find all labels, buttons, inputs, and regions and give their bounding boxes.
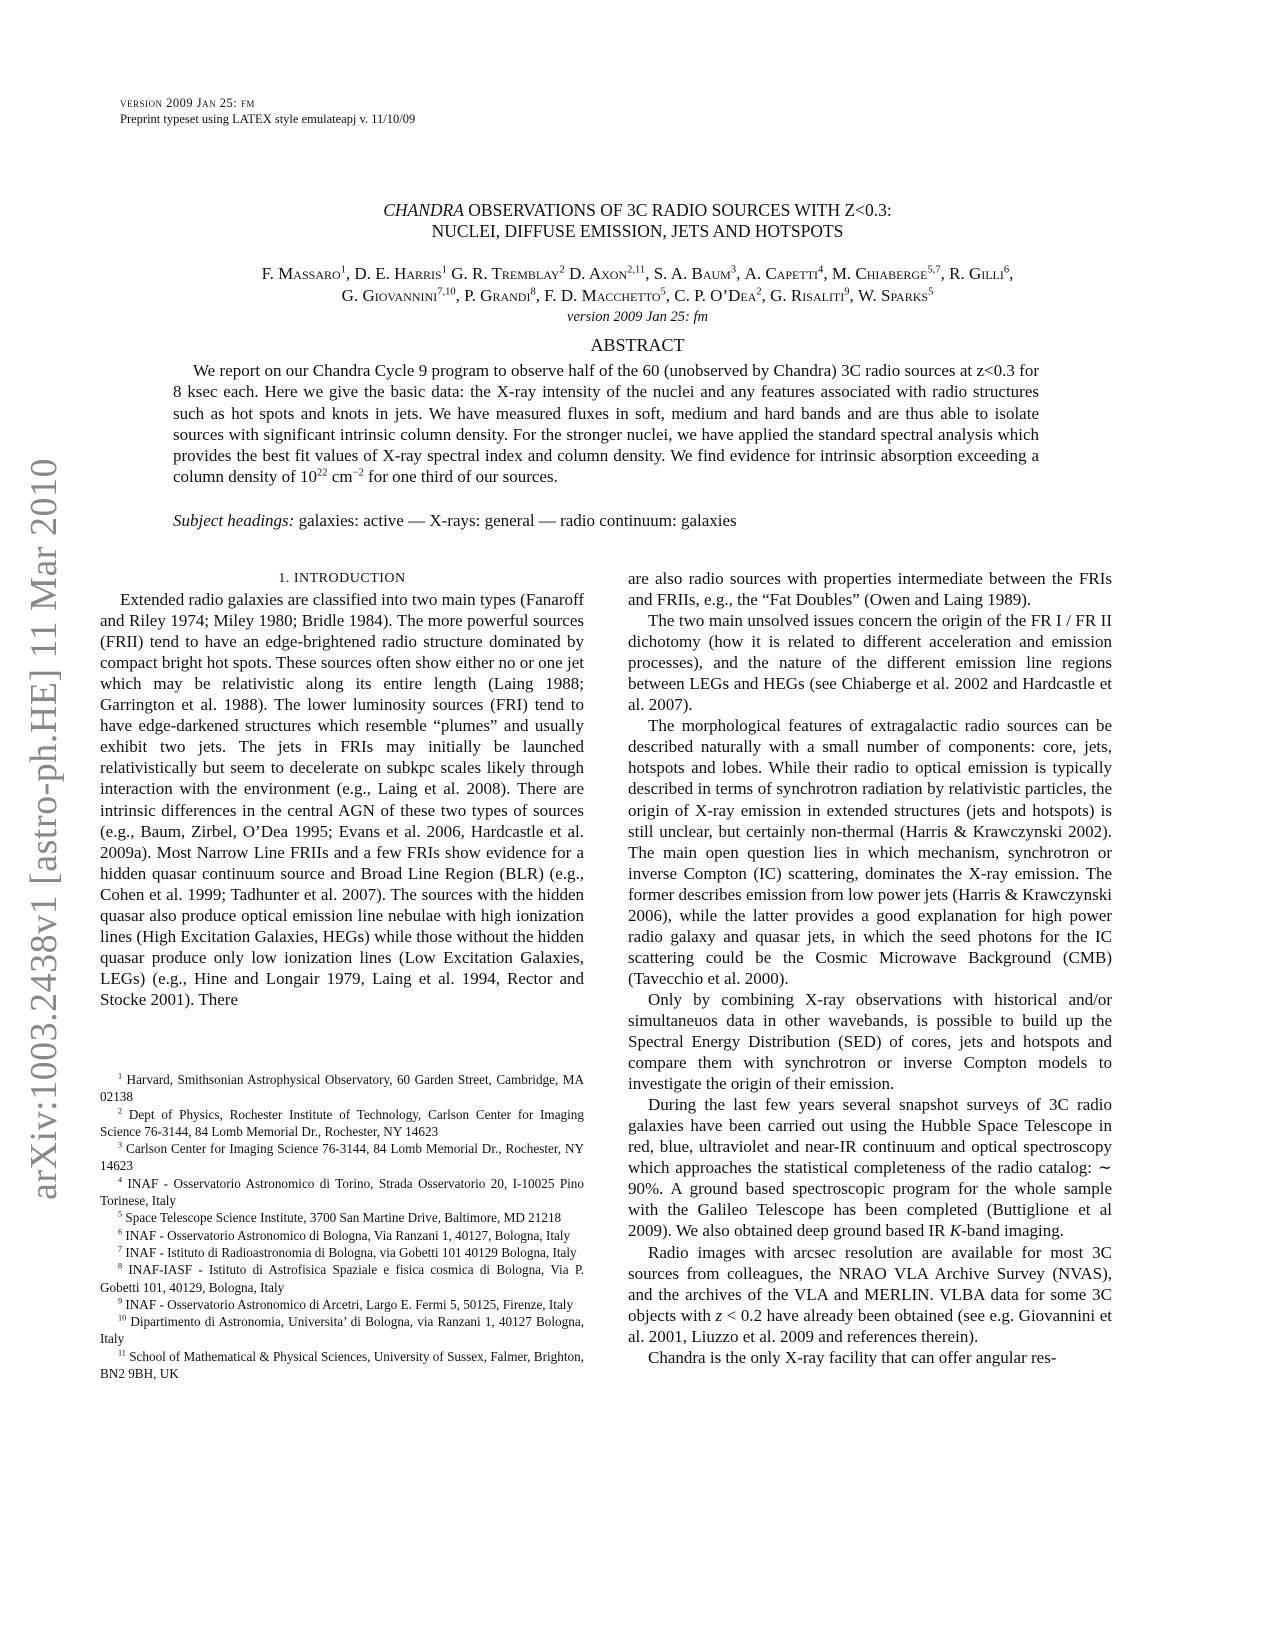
version-note: version 2009 Jan 25: fm [567,309,708,325]
author-sep: , [665,286,675,305]
footnote [100,1313,584,1348]
author: D. Axon [569,264,628,283]
footnote-text: INAF - Istituto di Radioastronomia di Bologna, via Gobetti 101 40129 Bologna, Italy [122,1244,577,1260]
footnote-num: 3 [118,1140,123,1150]
author-sep: , [940,264,950,283]
footnote-text: Dept of Physics, Rochester Institute of Technology, Carlson Center for Imaging Science 76-3144, 84 Lomb Memorial Dr., Rochester, NY 14623 [100,1106,584,1139]
subject-label: Subject headings: [173,511,295,530]
footnote-num: 10 [118,1313,127,1323]
footnote [100,1348,584,1383]
author-affil: 5,7 [927,264,941,276]
footnote-text: Dipartimento di Astronomia, Universita’ di Bologna, via Ranzani 1, 40127 Bologna, Italy [100,1314,584,1347]
footnote-num: 1 [118,1071,123,1081]
section-heading: 1. INTRODUCTION [278,571,406,586]
right-italic: K [949,1221,962,1241]
footnote-num: 7 [118,1244,123,1254]
author-sep: , [455,286,465,305]
author-sep: , [849,286,859,305]
author: W. Sparks [858,286,929,305]
author: M. Chiaberge [831,264,928,283]
abstract-part2: cm [327,467,353,487]
author: F. Massaro [261,264,341,283]
right-paragraph: Only by combining X-ray observations with historical and/or simultaneuos data in other wavebands, is possible to build up the Spectral Energy Distribution (SED) of cores, jets and hotspots and compare them with synchrotron or inverse Compton models to investigate the origin of their emission. [628,989,1112,1094]
author-affil: 7,10 [437,286,456,298]
author-sep: , [736,264,745,283]
author-affil: 5 [928,286,934,298]
abstract-exp2: −2 [352,467,364,479]
footnote-text: INAF - Osservatorio Astronomico di Torino, Strada Osservatorio 20, I-10025 Pino Torinese, Italy [100,1175,584,1209]
author: D. E. Harris [354,264,442,283]
footnotes [100,1071,584,1382]
right-paragraph: The two main unsolved issues concern the origin of the FR I / FR II dichotomy (how it is related to different acceleration and emission processes), and the nature of the different emission line regions between LEGs and HEGs (see Chiaberge et al. 2002 and Hardcastle et al. 2007). [628,611,1112,715]
abstract-text [173,360,1039,488]
footnote [100,1227,584,1244]
author: G. Giovannini [341,286,438,305]
right-paragraph: Chandra is the only X-ray facility that can offer angular res- [648,1347,1057,1367]
footnote-text: INAF-IASF - Istituto di Astrofisica Spaziale e fisica cosmica di Bologna, Via P. Gobetti 101, 40129, Bologna, Italy [100,1262,584,1295]
author-sep: , [1009,264,1014,283]
author-list [135,263,1140,307]
author-affil: 4 [818,264,824,276]
intro-paragraph: Extended radio galaxies are classified into two main types (Fanaroff and Riley 1974; Miley 1980; Bridle 1984). The more powerful sources (FRII) tend to have an edge-brightened radio structure dominated by compact bright hot spots. These sources often show either no or one jet which may be relativistic along its entire length (Laing 1988; Garrington et al. 1988). The lower luminosity sources (FRI) tend to have edge-darkened structures which resemble “plumes” and usually exhibit two jets. The jets in FRIs may initially be launched relativistically but seem to decelerate on subkpc scales likely through interaction with the environment (e.g., Laing et al. 2008). There are intrinsic differences in the central AGN of these two types of sources (e.g., Baum, Zirbel, O’Dea 1995; Evans et al. 2006, Hardcastle et al. 2009a). Most Narrow Line FRIIs and a few FRIs show evidence for a hidden quasar continuum source and Broad Line Region (BLR) (e.g., Cohen et al. 1999; Tadhunter et al. 2007). The sources with the hidden quasar also produce optical emission line nebulae with high ionization lines (High Excitation Galaxies, HEGs) while those without the hidden quasar produce only low ionization lines (Low Excitation Galaxies, LEGs) (e.g., Hine and Longair 1979, Laing et al. 1994, Rector and Stocke 2001). There [100,590,584,1009]
author-affil: 2 [559,264,565,276]
author-sep: , [761,286,771,305]
author-affil: 2,11 [627,264,646,276]
author: R. Gilli [949,264,1004,283]
footnote-num: 11 [118,1348,126,1358]
right-paragraph-continued: are also radio sources with properties intermediate between the FRIs and FRIIs, e.g., the “Fat Doubles” (Owen and Laing 1989). [628,569,1112,610]
abstract-part3: for one third of our sources. [363,467,558,487]
footnote [100,1209,584,1226]
author: C. P. O’Dea [674,286,757,305]
footnote [100,1140,584,1175]
footnote-num: 5 [118,1209,123,1219]
right-text: -band imaging. [961,1221,1064,1241]
author: A. Capetti [744,264,819,283]
footnote-text: Harvard, Smithsonian Astrophysical Observatory, 60 Garden Street, Cambridge, MA 02138 [100,1072,584,1105]
author-affil: 9 [844,286,850,298]
title-line1: OBSERVATIONS OF 3C RADIO SOURCES WITH Z<0.3: [463,200,892,220]
author: G. Risaliti [770,286,845,305]
title-line2: NUCLEI, DIFFUSE EMISSION, JETS AND HOTSPOTS [431,221,844,241]
right-paragraph [628,1094,1112,1241]
author: F. D. Macchetto [544,286,661,305]
right-italic: z [715,1305,723,1325]
arxiv-stamp [0,0,90,1650]
preprint-line: Preprint typeset using LATEX style emulateapj v. 11/10/09 [120,112,416,126]
author-affil: 6 [1003,264,1010,276]
author-affil: 5 [660,286,666,298]
footnote [100,1296,584,1313]
author-affil: 1 [340,264,346,276]
footnote [100,1071,584,1106]
footnote-text: Space Telescope Science Institute, 3700 San Martine Drive, Baltimore, MD 21218 [122,1210,562,1226]
footnote-num: 6 [118,1227,123,1237]
footnote [100,1261,584,1296]
title-italic: CHANDRA [383,200,464,220]
right-text: < 0.2 have already been obtained (see e.g. Giovannini et al. 2001, Liuzzo et al. 2009 and references therein). [628,1305,1112,1346]
page-header [120,95,415,127]
footnote-text: INAF - Osservatorio Astronomico di Bologna, Via Ranzani 1, 40127, Bologna, Italy [122,1227,571,1243]
author: G. R. Tremblay [451,264,560,283]
footnote-num: 4 [118,1175,123,1185]
footnote [100,1244,584,1261]
author-affil: 1 [441,264,447,276]
version-line: version 2009 Jan 25: fm [120,96,255,110]
abstract-exp1: 22 [317,467,328,479]
right-paragraph [628,1242,1112,1347]
footnote-num: 8 [118,1261,123,1271]
footnote-text: Carlson Center for Imaging Science 76-3144, 84 Lomb Memorial Dr., Rochester, NY 14623 [100,1141,584,1174]
abstract-heading: ABSTRACT [590,335,685,355]
author-affil: 3 [730,264,737,276]
footnote-num: 2 [118,1106,123,1116]
footnote-num: 9 [118,1296,123,1306]
author-sep: , [535,286,545,305]
right-text: During the last few years several snapshot surveys of 3C radio galaxies have been carried out using the Hubble Space Telescope in red, blue, ultraviolet and near-IR continuum and optical spectroscopy which approaches the statistical completeness of the radio catalog: ∼ 90%. A ground based spectroscopic program for the whole sample with the Galileo Telescope has been completed (Buttiglione et al 2009). We also obtained deep ground based IR [628,1095,1112,1241]
footnote-text: INAF - Osservatorio Astronomico di Arcetri, Largo E. Fermi 5, 50125, Firenze, Italy [122,1296,574,1312]
footnote [100,1106,584,1141]
author: P. Grandi [464,286,531,305]
author-affil: 2 [756,286,762,298]
left-column [100,568,584,1010]
right-paragraph: The morphological features of extragalactic radio sources can be described naturally with a small number of components: core, jets, hotspots and lobes. While their radio to optical emission is typically described in terms of synchrotron radiation by relativistic particles, the origin of X-ray emission in extended structures (jets and hotspots) is still unclear, but certainly non-thermal (Harris & Krawczynski 2002). The main open question lies in which mechanism, synchrotron or inverse Compton (IC) scattering, dominates the X-ray emission. The former describes emission from low power jets (Harris & Krawczynski 2006), while the latter provides a good explanation for high power radio galaxy and quasar jets, in which the seed photons for the IC scattering could be the Cosmic Microwave Background (CMB) (Tavecchio et al. 2000). [628,716,1112,988]
footnote-text: School of Mathematical & Physical Sciences, University of Sussex, Falmer, Brighton, BN2 9BH, UK [100,1348,584,1382]
author: S. A. Baum [653,264,731,283]
paper-title [135,200,1140,242]
right-text: Radio images with arcsec resolution are available for most 3C sources from colleagues, the NRAO VLA Archive Survey (NVAS), and the archives of the VLA and MERLIN. VLBA data for some 3C objects with [628,1242,1112,1325]
author-sep: , [823,264,832,283]
footnote [100,1175,584,1210]
author-sep: , [345,264,355,283]
abstract-part1: We report on our Chandra Cycle 9 program to observe half of the 60 (unobserved by Chandra) 3C radio sources at z<0.3 for 8 ksec each. Here we give the basic data: the X-ray intensity of the nuclei and any features associated with radio structures such as hot spots and knots in jets. We have measured fluxes in soft, medium and hard bands and are thus able to isolate sources with significant intrinsic column density. For the stronger nuclei, we have applied the standard spectral analysis which provides the best fit values of X-ray spectral index and column density. We find evidence for intrinsic absorption exceeding a column density of 10 [173,361,1039,487]
subject-headings [173,510,1039,531]
subject-text: galaxies: active — X-rays: general — radio continuum: galaxies [294,511,737,530]
right-column [628,568,1112,1368]
arxiv-id: arXiv:1003.2438v1 [astro-ph.HE] 11 Mar 2010 [23,458,65,1200]
author-sep: , [645,264,654,283]
author-affil: 8 [530,286,536,298]
